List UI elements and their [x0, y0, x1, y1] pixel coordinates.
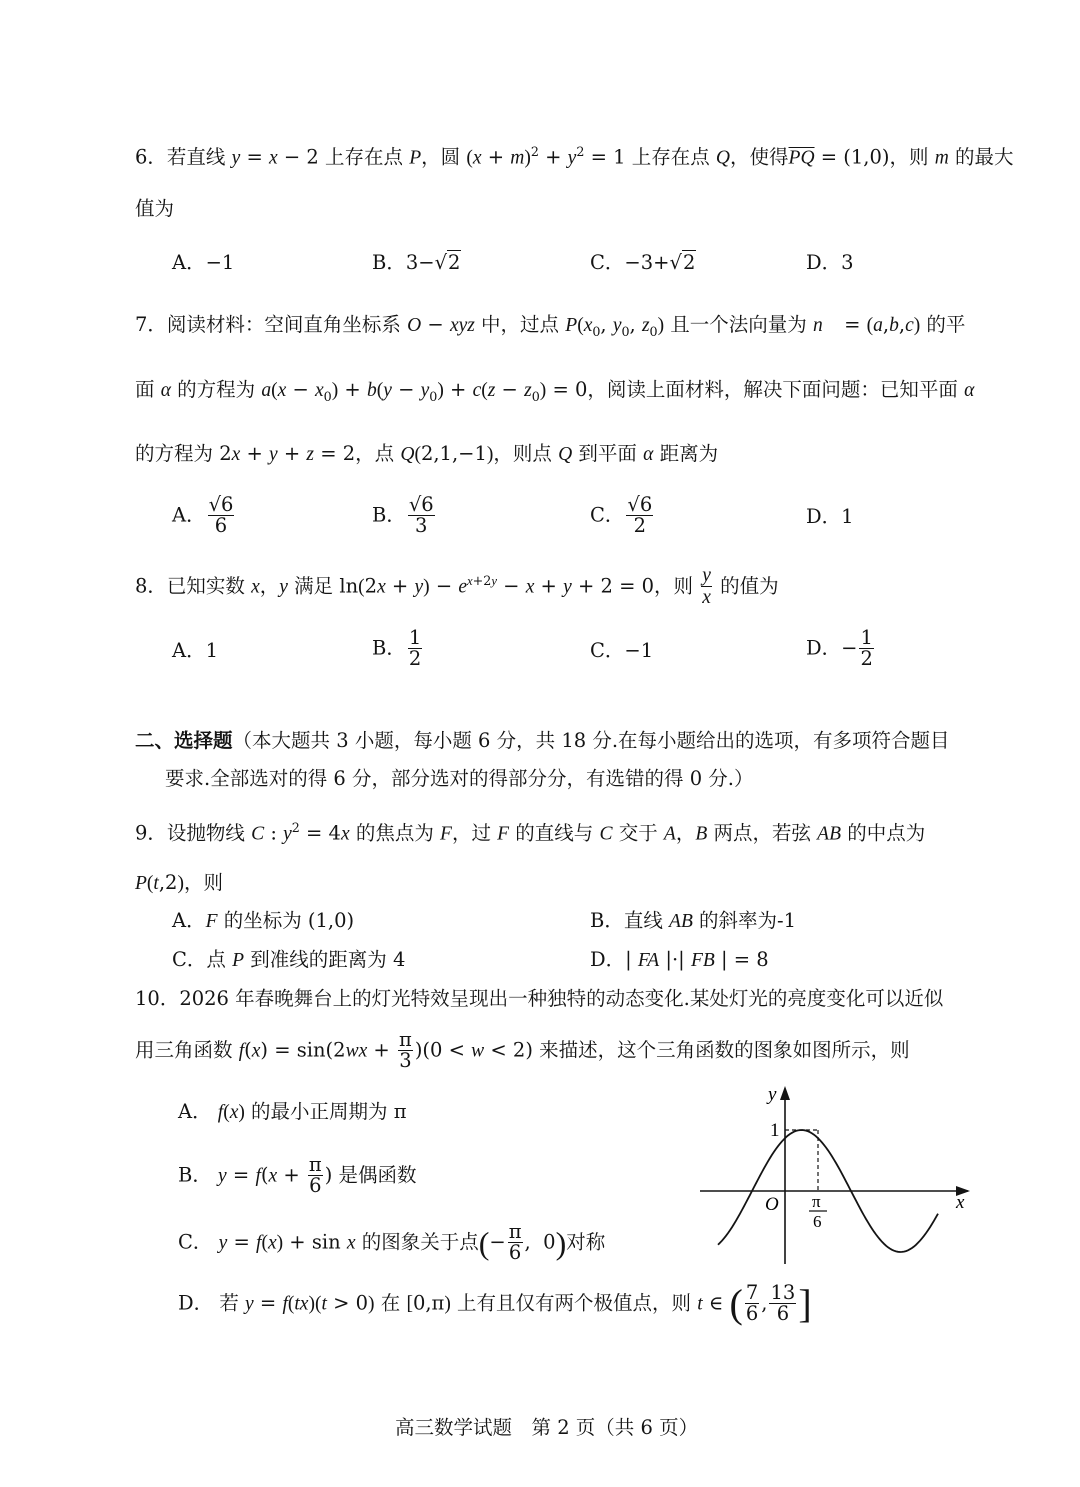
section2-desc2: 要求.全部选对的得 6 分，部分选对的得部分分，有选错的得 0 分.）: [165, 767, 754, 790]
q9-option-b: B．直线 AB 的斜率为-1: [590, 909, 797, 932]
q9-option-d: D．| FA |·| FB | = 8: [590, 948, 769, 971]
x-tick-numerator: π: [812, 1192, 821, 1211]
y-tick-label: 1: [770, 1120, 780, 1141]
q6-option-a: A．−1: [172, 251, 235, 274]
q10-option-d: D． 若 y = f(tx)(t > 0) 在 [0,π) 上有且仅有两个极值点，则 t ∈ ( $\frac{7}{6}$ , $\frac{13}{6}$ ]: [178, 1280, 812, 1326]
q6-line2: 值为: [135, 197, 175, 220]
q6-option-c: C．−3+√2: [590, 251, 696, 274]
q6-option-b: B．3−√2: [372, 251, 461, 274]
q7-line1: 7．阅读材料：空间直角坐标系 O − xyz 中，过点 $P(x_0$, $y_0$, $z_0$) 且一个法向量为 n⃗ = (a,b,c) 的平: [135, 313, 966, 339]
q6-option-d: D．3: [806, 251, 854, 274]
q7-option-a: A． $\frac{√6}{6}$: [172, 493, 234, 538]
q10-option-b: B． y = f(x + $\frac{\pi}{6}$ ) 是偶函数: [178, 1153, 417, 1198]
section2-desc1: （本大题共 3 小题，每小题 6 分，共 18 分.在每小题给出的选项，有多项符合题目: [232, 729, 950, 752]
q8-option-c: C．−1: [590, 639, 654, 662]
q8-line1: 8．已知实数 x，y 满足 $\ln(2x + y) - e^{x+2y} - x + y + 2 = 0$，则 $\frac{y}{x}$ 的值为: [135, 565, 779, 609]
sine-graph: [690, 1078, 990, 1268]
y-axis-arrow: [780, 1086, 790, 1100]
section2-line1: [135, 731, 950, 751]
q10-line1: 10．2026 年春晚舞台上的灯光特效呈现出一种独特的动态变化.某处灯光的亮度变化可以近似: [135, 987, 944, 1010]
q7-line3: 的方程为 2x + y + z = 2，点 Q(2,1,−1)，则点 Q 到平面 α 距离为: [135, 442, 719, 465]
q7-line2: 面 α 的方程为 $a(x - x_0) + b(y - y_0) + c(z - z_0) = 0$，阅读上面材料，解决下面问题：已知平面 α: [135, 378, 975, 404]
q10-option-a: A． f(x) 的最小正周期为 π: [178, 1100, 407, 1123]
q9-line1: 9．设抛物线 C : $y^2 = 4x$ 的焦点为 F，过 F 的直线与 C 交于 A，B 两点，若弦 AB 的中点为: [135, 820, 926, 845]
section2-heading: 二、选择题: [135, 729, 233, 752]
q8-option-a: A．1: [172, 639, 218, 662]
q7-option-d: D．1: [806, 505, 854, 528]
origin-label: O: [765, 1194, 779, 1215]
x-tick-denominator: 6: [813, 1212, 822, 1231]
q9-option-c: C．点 P 到准线的距离为 4: [172, 948, 406, 971]
q10-option-c: C． y = f(x) + sin x 的图象关于点(− $\frac{\pi}{6}$ , 0)对称: [178, 1220, 606, 1265]
q9-line2: P(t,2)，则: [135, 871, 223, 894]
q8-option-b: B． $\frac{1}{2}$: [372, 626, 422, 671]
q10-line2: 用三角函数 f(x) = sin(2wx + $\frac{\pi}{3}$ )(0 < w < 2) 来描述，这个三角函数的图象如图所示，则: [135, 1028, 910, 1073]
y-axis-label: y: [768, 1084, 777, 1105]
x-axis-label: x: [956, 1192, 965, 1213]
q7-option-c: C． $\frac{√6}{2}$: [590, 493, 653, 538]
q6-line1: 6．若直线 y = x − 2 上存在点 P，圆 $(x + m)^2 + y^2 = 1$ 上存在点 Q，使得$\overline{PQ} = (1,0)$，则 m 的最大: [135, 144, 1014, 169]
page-footer: 高三数学试题 第 2 页（共 6 页）: [395, 1416, 699, 1439]
q7-option-b: B． $\frac{√6}{3}$: [372, 493, 434, 538]
q9-option-a: A．F 的坐标为 (1,0): [172, 909, 355, 932]
q8-option-d: D．− $\frac{1}{2}$: [806, 626, 873, 671]
